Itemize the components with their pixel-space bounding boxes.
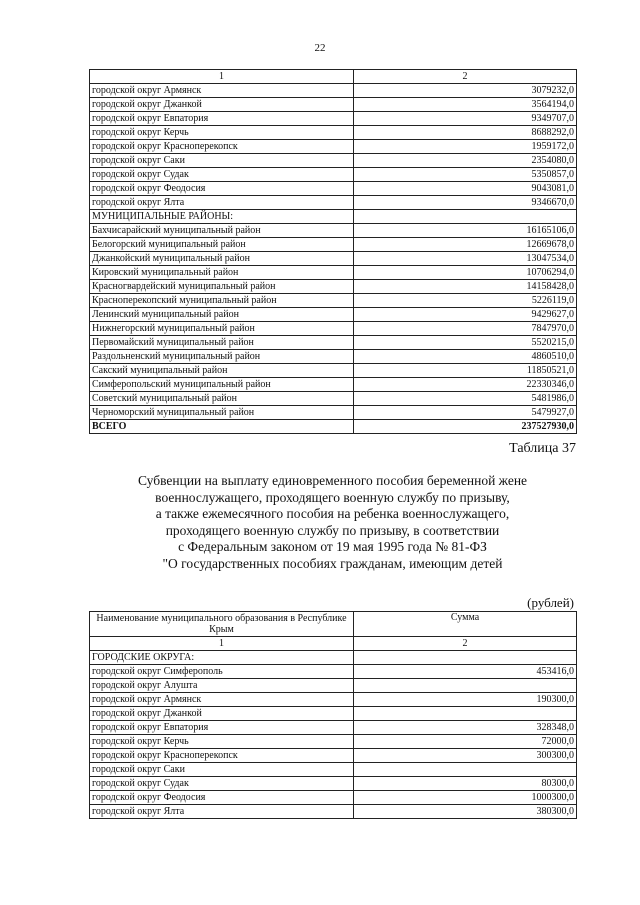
table-row <box>90 364 577 378</box>
table-row <box>90 196 577 210</box>
table-row <box>90 98 577 112</box>
municipality-name: городской округ Красноперекопск <box>90 749 354 763</box>
table-row <box>90 322 577 336</box>
municipality-name: Черноморский муниципальный район <box>90 406 354 420</box>
amount-value: 453416,0 <box>354 665 577 679</box>
amount-value: 4860510,0 <box>354 350 577 364</box>
municipality-name: МУНИЦИПАЛЬНЫЕ РАЙОНЫ: <box>90 210 354 224</box>
amount-value: 80300,0 <box>354 777 577 791</box>
municipality-name: Нижнегорский муниципальный район <box>90 322 354 336</box>
table-row <box>90 749 577 763</box>
amount-value: 190300,0 <box>354 693 577 707</box>
municipality-name: Кировский муниципальный район <box>90 266 354 280</box>
amount-value: 1959172,0 <box>354 140 577 154</box>
municipality-name: городской округ Судак <box>90 168 354 182</box>
table-row <box>90 210 577 224</box>
table-row <box>90 777 577 791</box>
municipality-name: Советский муниципальный район <box>90 392 354 406</box>
municipality-name: Раздольненский муниципальный район <box>90 350 354 364</box>
total-label: ВСЕГО <box>90 420 354 434</box>
table-row <box>90 805 577 819</box>
municipality-name: городской округ Керчь <box>90 735 354 749</box>
header-municipality: Наименование муниципального образования в Республике Крым <box>90 612 354 637</box>
amount-value: 22330346,0 <box>354 378 577 392</box>
municipality-name: Джанкойский муниципальный район <box>90 252 354 266</box>
municipality-name: городской округ Алушта <box>90 679 354 693</box>
municipality-name: Бахчисарайский муниципальный район <box>90 224 354 238</box>
municipality-name: городской округ Джанкой <box>90 98 354 112</box>
amount-value: 328348,0 <box>354 721 577 735</box>
amount-value: 5226119,0 <box>354 294 577 308</box>
caption-line: Субвенции на выплату единовременного пособия беременной жене <box>137 473 528 488</box>
municipality-name: Симферопольский муниципальный район <box>90 378 354 392</box>
amount-value <box>354 651 577 665</box>
total-row <box>90 420 577 434</box>
table-row <box>90 182 577 196</box>
municipality-name: ГОРОДСКИЕ ОКРУГА: <box>90 651 354 665</box>
caption-line: "О государственных пособиях гражданам, имеющим детей <box>162 555 503 571</box>
amount-value <box>354 679 577 693</box>
table-number: Таблица 37 <box>509 441 576 456</box>
table-row <box>90 378 577 392</box>
amount-value <box>354 763 577 777</box>
total-value: 237527930,0 <box>354 420 577 434</box>
subvention-table-continued <box>89 69 577 434</box>
amount-value: 72000,0 <box>354 735 577 749</box>
amount-value: 3564194,0 <box>354 98 577 112</box>
municipality-name: городской округ Симферополь <box>90 665 354 679</box>
column-number-2: 2 <box>354 70 577 84</box>
table-row <box>90 350 577 364</box>
table-row <box>90 406 577 420</box>
header-row <box>90 612 577 637</box>
amount-value: 9349707,0 <box>354 112 577 126</box>
amount-value: 380300,0 <box>354 805 577 819</box>
amount-value: 12669678,0 <box>354 238 577 252</box>
amount-value: 13047534,0 <box>354 252 577 266</box>
table-row <box>90 252 577 266</box>
amount-value: 300300,0 <box>354 749 577 763</box>
column-number-2: 2 <box>354 637 577 651</box>
municipality-name: городской округ Армянск <box>90 84 354 98</box>
amount-value <box>354 210 577 224</box>
amount-value <box>354 707 577 721</box>
column-number-row <box>90 637 577 651</box>
caption-line: с Федеральным законом от 19 мая 1995 года № 81-ФЗ <box>178 539 487 554</box>
amount-value: 16165106,0 <box>354 224 577 238</box>
table-row <box>90 392 577 406</box>
municipality-name: городской округ Феодосия <box>90 791 354 805</box>
amount-value: 11850521,0 <box>354 364 577 378</box>
table-row <box>90 224 577 238</box>
municipality-name: городской округ Ялта <box>90 805 354 819</box>
page-number: 22 <box>314 42 326 54</box>
table-row <box>90 707 577 721</box>
amount-value: 5479927,0 <box>354 406 577 420</box>
subvention-table-37 <box>89 611 577 819</box>
amount-value: 9043081,0 <box>354 182 577 196</box>
table-row <box>90 308 577 322</box>
caption-line: проходящего военную службу по призыву, в соответствии <box>165 522 500 538</box>
caption-line: военнослужащего, проходящего военную службу по призыву, <box>155 489 510 505</box>
municipality-name: городской округ Евпатория <box>90 721 354 735</box>
table-row <box>90 651 577 665</box>
table-row <box>90 238 577 252</box>
municipality-name: Красногвардейский муниципальный район <box>90 280 354 294</box>
municipality-name: городской округ Ялта <box>90 196 354 210</box>
column-number-1: 1 <box>90 70 354 84</box>
amount-value: 5520215,0 <box>354 336 577 350</box>
amount-value: 2354080,0 <box>354 154 577 168</box>
amount-value: 5481986,0 <box>354 392 577 406</box>
caption-line: а также ежемесячного пособия на ребенка военнослужащего, <box>155 506 510 521</box>
amount-value: 10706294,0 <box>354 266 577 280</box>
municipality-name: городской округ Саки <box>90 763 354 777</box>
amount-value: 5350857,0 <box>354 168 577 182</box>
units-label: (рублей) <box>527 595 574 610</box>
municipality-name: городской округ Армянск <box>90 693 354 707</box>
table-row <box>90 140 577 154</box>
amount-value: 8688292,0 <box>354 126 577 140</box>
column-number-row <box>90 70 577 84</box>
header-sum: Сумма <box>354 612 577 637</box>
table-row <box>90 721 577 735</box>
table-caption <box>90 473 575 572</box>
table-row <box>90 126 577 140</box>
municipality-name: городской округ Судак <box>90 777 354 791</box>
table-row <box>90 168 577 182</box>
table-row <box>90 693 577 707</box>
municipality-name: Первомайский муниципальный район <box>90 336 354 350</box>
municipality-name: Красноперекопский муниципальный район <box>90 294 354 308</box>
table-row <box>90 280 577 294</box>
municipality-name: городской округ Феодосия <box>90 182 354 196</box>
table-row <box>90 791 577 805</box>
table-row <box>90 154 577 168</box>
table-row <box>90 679 577 693</box>
municipality-name: городской округ Евпатория <box>90 112 354 126</box>
table-row <box>90 336 577 350</box>
table-row <box>90 763 577 777</box>
table-row <box>90 665 577 679</box>
table-row <box>90 294 577 308</box>
municipality-name: городской округ Саки <box>90 154 354 168</box>
municipality-name: Ленинский муниципальный район <box>90 308 354 322</box>
column-number-1: 1 <box>90 637 354 651</box>
municipality-name: городской округ Красноперекопск <box>90 140 354 154</box>
amount-value: 14158428,0 <box>354 280 577 294</box>
table-row <box>90 112 577 126</box>
amount-value: 9346670,0 <box>354 196 577 210</box>
amount-value: 9429627,0 <box>354 308 577 322</box>
amount-value: 3079232,0 <box>354 84 577 98</box>
table-row <box>90 84 577 98</box>
municipality-name: городской округ Керчь <box>90 126 354 140</box>
table-row <box>90 735 577 749</box>
municipality-name: городской округ Джанкой <box>90 707 354 721</box>
amount-value: 1000300,0 <box>354 791 577 805</box>
table-row <box>90 266 577 280</box>
municipality-name: Сакский муниципальный район <box>90 364 354 378</box>
amount-value: 7847970,0 <box>354 322 577 336</box>
municipality-name: Белогорский муниципальный район <box>90 238 354 252</box>
